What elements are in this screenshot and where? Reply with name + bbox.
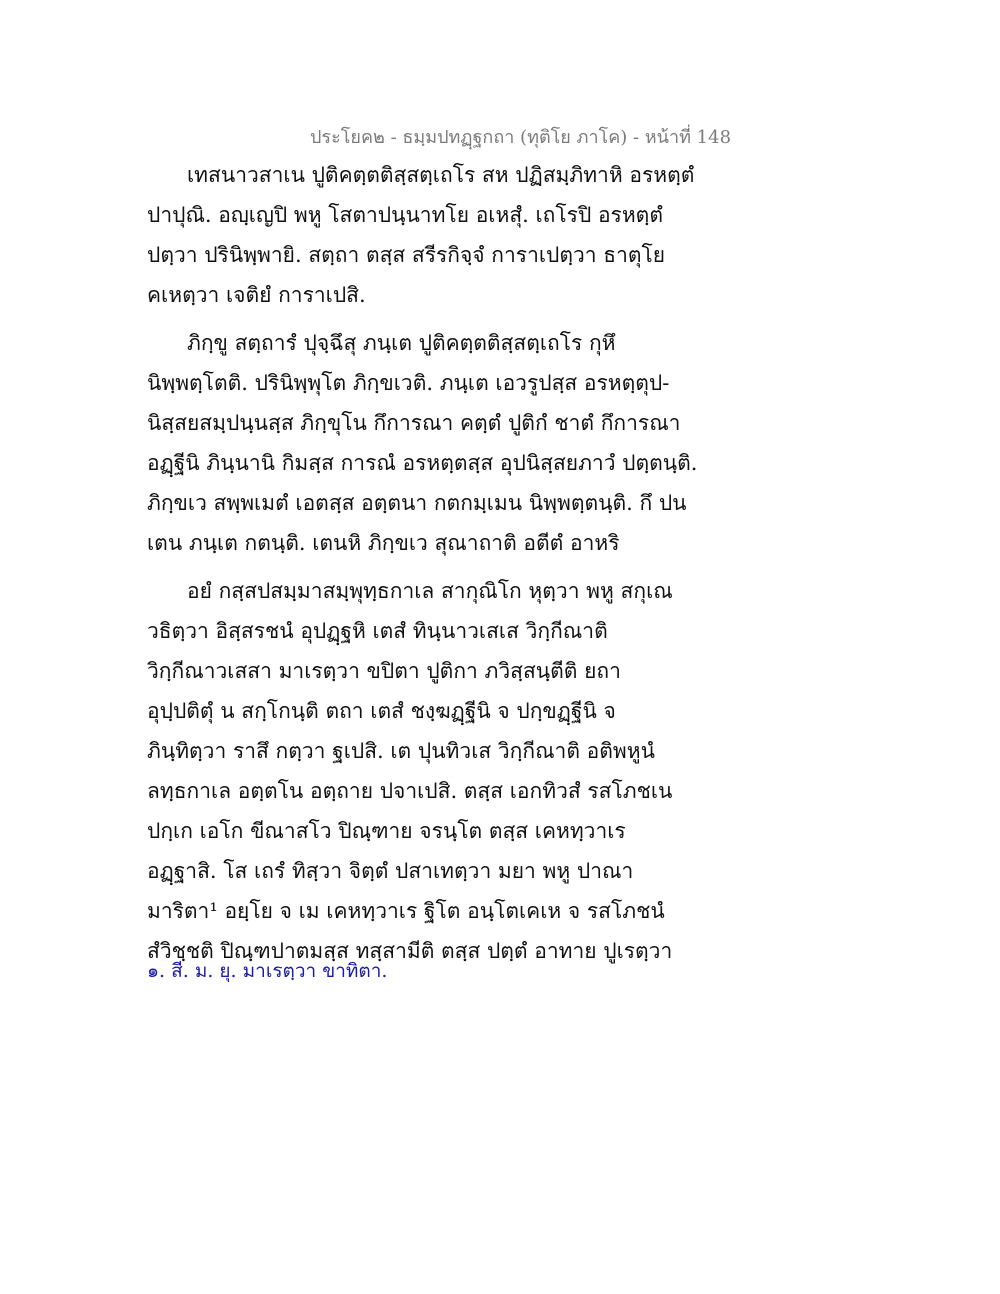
text-line: ปกฺเก เอโก ขีณาสโว ปิณฺฑาย จรนฺโต ตสฺส เคหทฺวาเร [147, 819, 626, 843]
text-line: เทสนาวสาเน ปูติคตฺตติสฺสตฺเถโร สห ปฏิสมฺภิทาหิ อรหตฺตํ [187, 163, 695, 187]
text-line: วิกฺกีณาวเสสา มาเรตฺวา ขปิตา ปูติกา ภวิสฺสนฺตีติ ยถา [147, 659, 621, 683]
text-line: ลทฺธกาเล อตฺตโน อตฺถาย ปจาเปสิ. ตสฺส เอกทิวสํ รสโภชเน [147, 779, 673, 803]
text-line: ปาปุณิ. อญฺเญปิ พหู โสตาปนฺนาทโย อเหสุํ. เถโรปิ อรหตฺตํ [147, 203, 663, 227]
paragraph-1 [147, 155, 695, 315]
text-line: วธิตฺวา อิสฺสรชนํ อุปฏฺฐหิ เตสํ ทินฺนาวเสเส วิกฺกีณาติ [147, 619, 608, 643]
text-line: นิสฺสยสมฺปนฺนสฺส ภิกฺขุโน กึการณา คตฺตํ ปูติกํ ชาตํ กึการณา [147, 411, 681, 435]
text-line: อุปฺปติตุํ น สกฺโกนฺติ ตถา เตสํ ชงฺฆฏฺฐีนิ จ ปกฺขฏฺฐีนิ จ [147, 699, 616, 723]
text-line: อฏฺฐาสิ. โส เถรํ ทิสฺวา จิตฺตํ ปสาเทตฺวา มยา พหู ปาณา [147, 859, 634, 883]
footnote: ๑. สี. ม. ยุ. มาเรตฺวา ขาทิตา. [147, 960, 388, 982]
text-line: สํวิชฺชติ ปิณฺฑปาตมสฺส ทสฺสามีติ ตสฺส ปตฺตํ อาทาย ปูเรตฺวา [147, 939, 673, 963]
text-line: ภิกฺขู สตฺถารํ ปุจฺฉึสุ ภนฺเต ปูติคตฺตติสฺสตฺเถโร กุหึ [187, 331, 616, 355]
text-line: อยํ กสฺสปสมฺมาสมฺพุทฺธกาเล สากุณิโก หุตฺวา พหู สกุเณ [187, 579, 673, 603]
body-text [147, 155, 698, 971]
running-header: ประโยค๒ - ธมฺมปทฏฺฐกถา (ทุติโย ภาโค) - หน้าที่ 148 [310, 127, 732, 148]
text-line: คเหตฺวา เจติยํ การาเปสิ. [147, 283, 366, 307]
text-line: ภินฺทิตฺวา ราสึ กตฺวา ฐเปสิ. เต ปุนทิวเส วิกฺกีณาติ อติพหูนํ [147, 739, 655, 763]
text-line: มาริตา¹ อยฺโย จ เม เคหทฺวาเร ฐิโต อนฺโตเคเห จ รสโภชนํ [147, 899, 665, 923]
text-line: เตน ภนฺเต กตนฺติ. เตนหิ ภิกฺขเว สุณาถาติ อตีตํ อาหริ [147, 531, 620, 555]
text-line: อฏฺฐีนิ ภินฺนานิ กิมสฺส การณํ อรหตฺตสฺส อุปนิสฺสยภาวํ ปตฺตนฺติ. [147, 451, 698, 475]
paragraph-3 [147, 571, 673, 971]
text-line: ปตฺวา ปรินิพฺพายิ. สตฺถา ตสฺส สรีรกิจฺจํ การาเปตฺวา ธาตุโย [147, 243, 666, 267]
text-line: ภิกฺขเว สพฺพเมตํ เอตสฺส อตฺตนา กตกมฺเมน นิพฺพตฺตนฺติ. กึ ปน [147, 491, 687, 515]
text-line: นิพฺพตฺโตติ. ปรินิพฺพุโต ภิกฺขเวติ. ภนฺเต เอวรูปสฺส อรหตฺตุป- [147, 371, 670, 395]
paragraph-2 [147, 323, 698, 563]
